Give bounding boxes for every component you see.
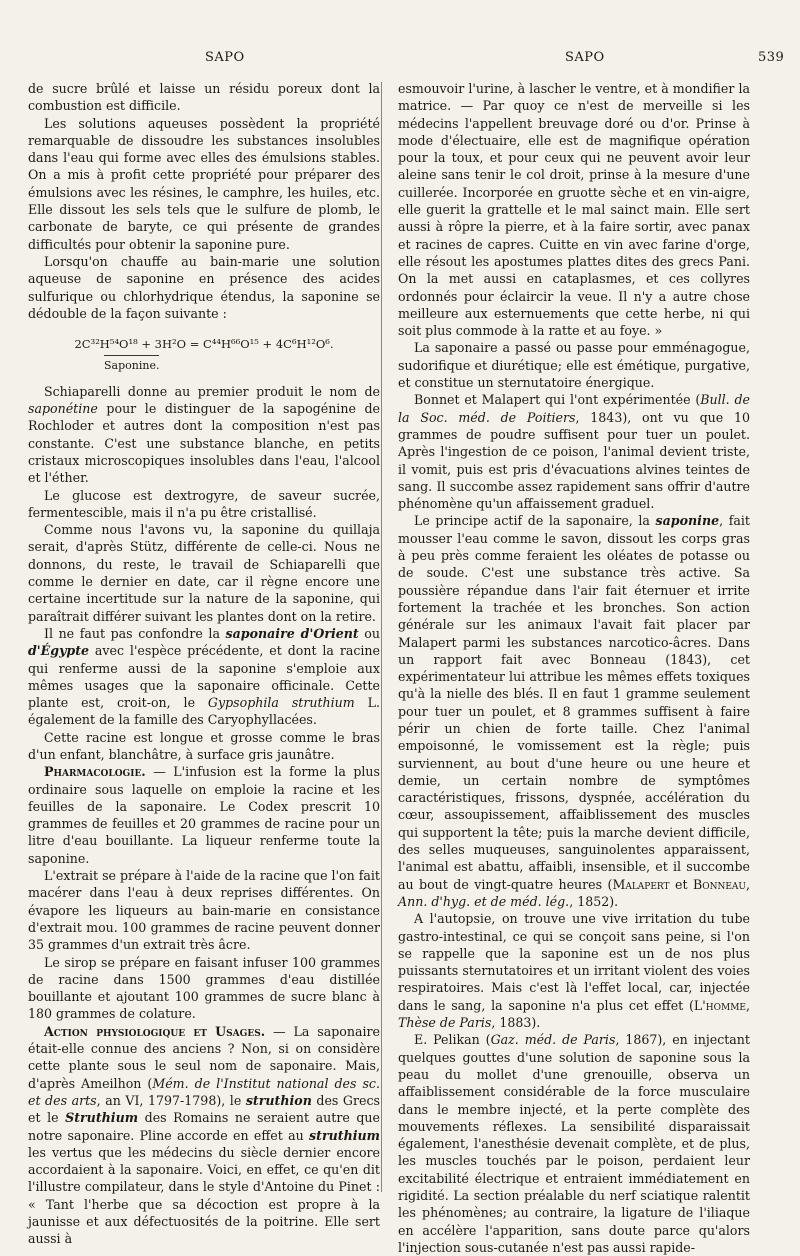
reference: Mém. de l'Institut national des sc. et des arts <box>28 1075 380 1108</box>
text: avec l'espèce précédente, et dont la racine qui renferme aussi de la saponine s'emploie aux mêmes usages que la saponaire officinale. Cette plante est, croit-on, le <box>28 643 380 711</box>
term: struthion <box>245 1092 312 1108</box>
author: L'homme <box>693 997 746 1013</box>
paragraph <box>28 763 380 867</box>
paragraph: de sucre brûlé et laisse un résidu poreux dont la combustion est difficile. <box>28 81 380 114</box>
formula-label-text: Saponine. <box>104 355 159 374</box>
reference: Thèse de Paris <box>398 1015 492 1031</box>
reference: Bull. de la Soc. méd. de Poitiers <box>398 392 750 425</box>
text: E. Pelikan ( <box>414 1032 491 1048</box>
term: saponétine <box>28 401 98 417</box>
text: ou <box>358 625 380 641</box>
term: Gypsophila struthium <box>207 695 355 711</box>
section-heading: Action physiologique et Usages. <box>44 1023 266 1039</box>
header-right-title: SAPO <box>565 50 605 65</box>
text: , <box>745 876 750 892</box>
paragraph: esmouvoir l'urine, à lascher le ventre, et à mondifier la matrice. — Par quoy ce n'est de merveille si les médecins l'appellent breuvage doré ou d'or. Prinse à mode d'électuaire, elle est de magnifique opération pour la toux, et pour ceux qui ne peuvent avoir leur aleine sans tenir le col droit, prinse à la mesure d'une cuillerée. Incorporée en gruotte sèche et en vin-aigre, elle guerit la grattelle et le mal sainct main. Elle sert aussi à rôpre la pierre, et à la faire sortir, avec panax et racines de capres. Cuitte en vin avec farine d'orge, elle résout les apostumes plattes dites des grecs Pani. On la met aussi en cataplasmes, et ces collyres ordonnés pour éclaircir la veue. Il n'y a autre chose meilleure aux esternuements que cette herbe, ni qui soit plus commode à la ratte et au foye. » <box>398 81 750 339</box>
text: Bonnet et Malapert qui l'ont expérimentée ( <box>414 392 701 408</box>
term: Struthium <box>65 1110 139 1126</box>
text: , 1867), en injectant quelques gouttes d'une solution de saponine sous la peau du mollet d'une grenouille, observa un affaiblissement considérable de la force musculaire dans le membre injecté, et la perte complète des mouvements réflexes. La sensibilité disparaissait également, l'anesthésie devenait complète, et de plus, les muscles touchés par le poison, perdaient leur excitabilité électrique et entraient immédiatement en rigidité. La section préalable du nerf sciatique ralentit les phénomènes; au contraire, la ligature de l'iliaque en accélère l'apparition, sans doute parce qu'alors l'injection sous-cutanée n'est pas aussi rapide- <box>398 1032 750 1255</box>
paragraph: La saponaire a passé ou passe pour emménagogue, sudorifique et diurétique; elle est émétique, purgative, et constitue un sternutatoire énergique. <box>398 340 750 391</box>
paragraph <box>28 1023 380 1248</box>
text: , 1883). <box>491 1015 541 1031</box>
text: des Grecs et le <box>28 1092 380 1126</box>
text: L. également de la famille des Caryophyllacées. <box>28 695 380 728</box>
text: et <box>669 876 693 892</box>
paragraph: Le sirop se prépare en faisant infuser 100 grammes de racine dans 1500 grammes d'eau distillée bouillante et ajoutant 100 grammes de sucre blanc à 180 grammes de colature. <box>28 954 380 1022</box>
paragraph <box>28 625 380 729</box>
term: d'Égypte <box>28 643 90 659</box>
term: saponine <box>655 513 720 529</box>
paragraph: Comme nous l'avons vu, la saponine du quillaja serait, d'après Stütz, différente de celle-ci. Nous ne donnons, du reste, le travail de Schiaparelli que comme le dernier en date, car il règne encore une certaine incertitude sur la nature de la saponine, qui paraîtrait différer suivant les plantes dont on la retire. <box>28 522 380 624</box>
paragraph <box>398 1031 750 1256</box>
paragraph: Cette racine est longue et grosse comme le bras d'un enfant, blanchâtre, à surface gris jaunâtre. <box>28 729 380 762</box>
paragraph: L'extrait se prépare à l'aide de la racine que l'on fait macérer dans l'eau à deux reprises différentes. On évapore les liqueurs au bain-marie en consistance d'extrait mou. 100 grammes de racine peuvent donner 35 grammes d'un extrait très âcre. <box>28 868 380 953</box>
author: Bonneau <box>692 876 746 892</box>
text: — L'infusion est la forme la plus ordinaire sous laquelle on emploie la racine et les feuilles de la saponaire. Le Codex prescrit 10 grammes de feuilles et 20 grammes de racine pour un litre d'eau bouillante. La liqueur renferme toute la saponine. <box>28 764 380 866</box>
paragraph <box>28 383 380 487</box>
left-column <box>28 80 380 1248</box>
text: les vertus que les médecins du siècle dernier encore accordaient à la saponaire. Voici, en effet, ce qu'en dit l'illustre compilateur, dans le style d'Antoine du Pinet : « Tant l'herbe que sa décoction est propre à la jaunisse et aux défectuosités de la poitrine. Elle sert aussi à <box>28 1144 380 1247</box>
formula-label <box>104 355 380 374</box>
text: pour le distinguer de la sapogénine de Rochloder et autres dont la composition n'est pas constante. C'est une substance blanche, en petits cristaux microscopiques insolubles dans l'eau, l'alcool et l'éther. <box>28 401 380 486</box>
reference: Ann. d'hyg. et de méd. lég. <box>398 893 570 909</box>
text: Le principe actif de la saponaire, la <box>414 513 656 529</box>
text: Il ne faut pas confondre la <box>44 625 226 641</box>
paragraph: Le glucose est dextrogyre, de saveur sucrée, fermentescible, mais il n'a pu être cristallisé. <box>28 487 380 520</box>
text: , <box>745 997 750 1013</box>
paragraph <box>398 391 750 512</box>
reference: Gaz. méd. de Paris <box>490 1032 616 1048</box>
paragraph <box>398 910 750 1031</box>
text: , 1843), ont vu que 10 grammes de poudre suffisent pour tuer un poulet. Après l'ingestion de ce poison, l'animal devient triste, il vomit, puis est pris d'évacuations alvines teintes de sang. Il succombe assez rapidement sans offrir d'autre phénomène qu'un affaissement graduel. <box>398 409 750 512</box>
paragraph: Lorsqu'on chauffe au bain-marie une solution aqueuse de saponine en présence des acides sulfurique ou chlorhydrique étendus, la saponine se dédouble de la façon suivante : <box>28 253 380 321</box>
text: , an VI, 1797-1798), le <box>96 1092 246 1108</box>
header-left-title: SAPO <box>205 50 245 65</box>
right-column <box>398 80 750 1256</box>
chemical-formula: 2C³²H⁵⁴O¹⁸ + 3H²O = C⁴⁴H⁶⁶O¹⁵ + 4C⁶H¹²O⁶. <box>74 337 334 352</box>
text: , fait mousser l'eau comme le savon, dissout les corps gras à peu près comme feraient les oléates de potasse ou de soude. C'est une substance très active. Sa poussière répandue dans l'air fait éternuer et irrite fortement la trachée et les bronches. Son action générale sur les animaux l'avait fait placer par Malapert parmi les substances narcotico-âcres. Dans un rapport fait avec Bonneau (1843), cet expérimentateur lui attribue les mêmes effets toxiques qu'à la nielle des blés. Il en faut 1 gramme seulement pour tuer un poulet, et 8 grammes suffisent à faire périr un chien de forte taille. Chez l'animal empoisonné, le vomissement est la règle; puis surviennent, au bout d'une heure ou une heure et demie, un certain nombre de symptômes caractéristiques, frissons, dyspnée, accélération du cœur, assoupissement, affaiblissement des muscles qui supportent la tête; puis la marche devient difficile, des selles muqueuses, sanguinolentes apparaissent, l'animal est abattu, affaibli, insensible, et il succombe au bout de vingt-quatre heures ( <box>398 513 750 892</box>
author: Malapert <box>612 876 670 892</box>
section-heading: Pharmacologie. <box>44 764 146 780</box>
text: — La saponaire était-elle connue des anciens ? Non, si on considère cette plante sous le seul nom de saponaire. Mais, d'après Ameilhon ( <box>28 1023 380 1091</box>
text: , 1852). <box>569 893 619 909</box>
text: A l'autopsie, on trouve une vive irritation du tube gastro-intestinal, ce qui se conçoit sans peine, si l'on se rappelle que la saponine est un de nos plus puissants sternutatoires et un irritant violent des voies respiratoires. Mais c'est là l'effet local, car, injectée dans le sang, la saponine n'a plus cet effet ( <box>398 911 750 1013</box>
column-divider <box>381 82 382 1192</box>
text: Schiaparelli donne au premier produit le nom de <box>44 383 380 399</box>
term: struthium <box>309 1127 380 1143</box>
term: saponaire d'Orient <box>225 625 359 641</box>
paragraph <box>398 512 750 910</box>
running-header <box>0 50 800 70</box>
text: des Romains ne seraient autre que notre saponaire. Pline accorde en effet au <box>28 1110 380 1143</box>
page-number: 539 <box>758 50 785 65</box>
paragraph: Les solutions aqueuses possèdent la propriété remarquable de dissoudre les substances insolubles dans l'eau qui forme avec elles des émulsions stables. On a mis à profit cette propriété pour préparer des émulsions avec les résines, le camphre, les huiles, etc. Elle dissout les sels tels que le sulfure de plomb, le carbonate de baryte, ce qui présente de grandes difficultés pour obtenir la saponine pure. <box>28 115 380 252</box>
